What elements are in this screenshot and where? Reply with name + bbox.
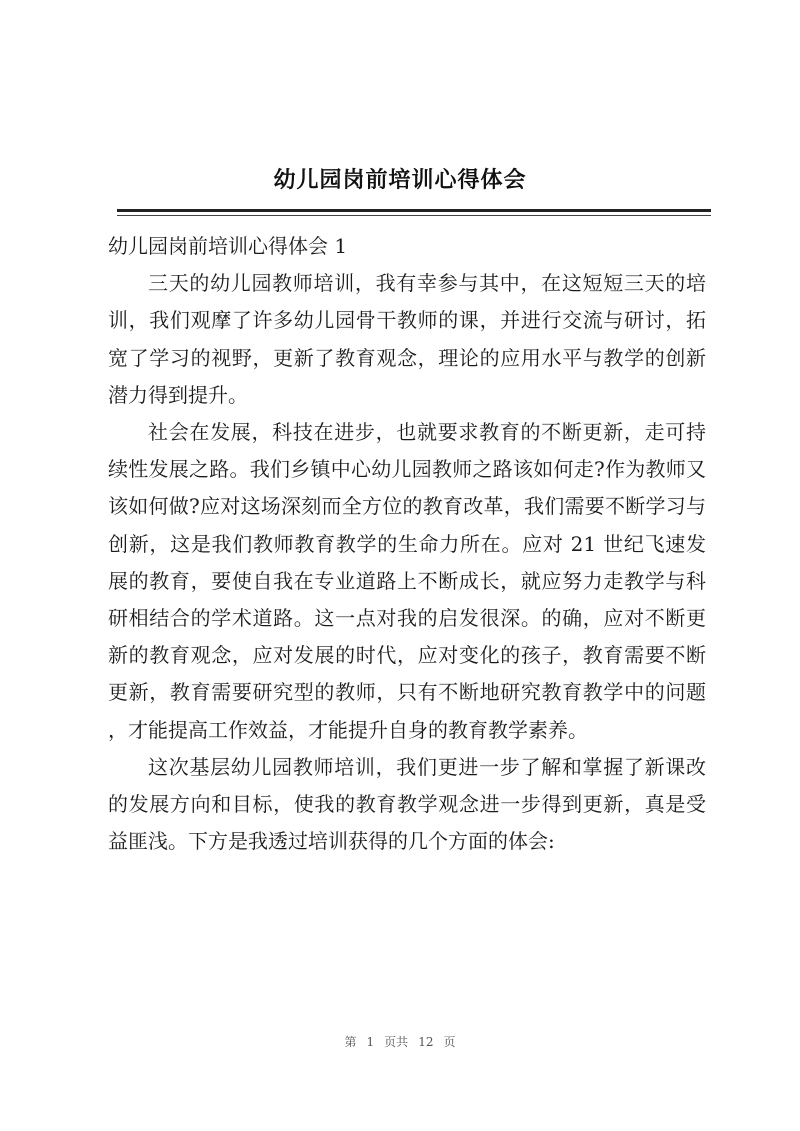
title-rule-thick [117,209,711,212]
paragraph-1: 三天的幼儿园教师培训，我有幸参与其中，在这短短三天的培训，我们观摩了许多幼儿园骨干教师的课，并进行交流与研讨，拓宽了学习的视野，更新了教育观念，理论的应用水平与教学的创新潜力得到提升。 [108,271,706,407]
footer-total-pages: 12 [418,1035,434,1049]
footer-suffix: 页 [443,1035,456,1049]
footer-middle: 页共 [384,1035,409,1049]
page-title: 幼儿园岗前培训心得体会 [273,167,527,193]
section-heading: 幼儿园岗前培训心得体会 1 [108,234,348,258]
document-body [108,228,706,860]
page-footer [0,1033,800,1050]
footer-prefix: 第 [344,1035,357,1049]
footer-page-number: 1 [366,1035,375,1049]
paragraph-3: 这次基层幼儿园教师培训，我们更进一步了解和掌握了新课改的发展方向和目标，使我的教育教学观念进一步得到更新，真是受益匪浅。下方是我透过培训获得的几个方面的体会: [108,754,706,854]
paragraph-2: 社会在发展，科技在进步，也就要求教育的不断更新，走可持续性发展之路。我们乡镇中心幼儿园教师之路该如何走?作为教师又该如何做?应对这场深刻而全方位的教育改革，我们需要不断学习与创新，这是我们教师教育教学的生命力所在。应对 21 世纪飞速发展的教育，要使自我在专业道路上不断成长，就应努力走教学与科研相结合的学术道路。这一点对我的启发很深。的确，应对不断更新的教育观念，应对发展的时代，应对变化的孩子，教育需要不断更新，教育需要研究型的教师，只有不断地研究教育教学中的问题，才能提高工作效益，才能提升自身的教育教学素养。 [108,420,706,742]
title-rule-thin [117,215,711,216]
